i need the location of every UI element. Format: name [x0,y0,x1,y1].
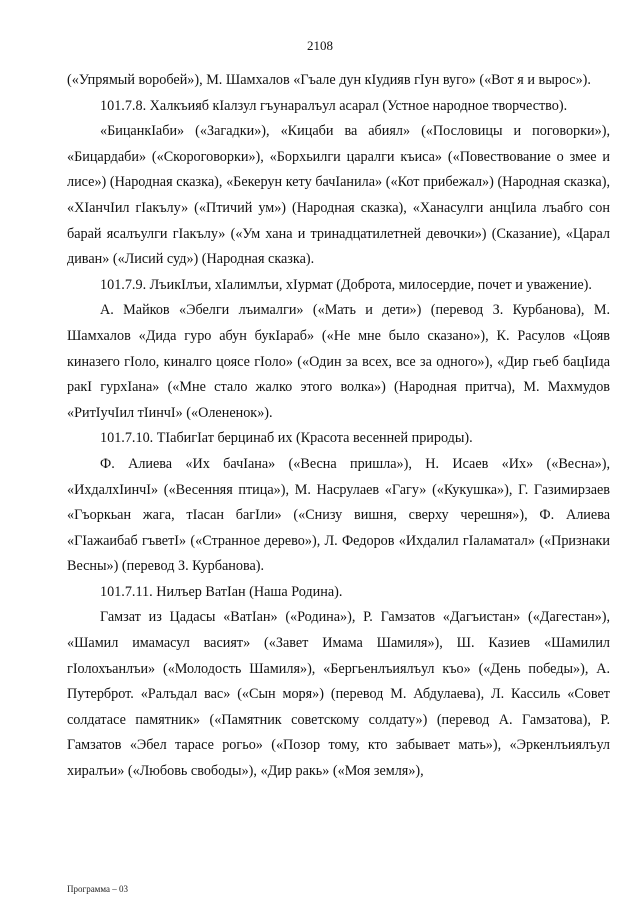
paragraph: Гамзат из Цадасы «ВатIан» («Родина»), Р. Гамзатов «Дагъистан» («Дагестан»), «Шамил имамасул васият» («Завет Имама Шамиля»), Ш. Казиев «Шамилил гIолохъанлъи» («Молодость Шамиля»), «Бергьенлъиялъул къо» («День победы»), А. Путерброт. «Ралъдал вас» («Сын моря») (перевод М. Абдулаева), Л. Кассиль «Совет солдатасе памятник» («Памятник советскому солдату») (перевод А. Гамзатова), Р. Гамзатов «Эбел тарасе рогьо» («Позор тому, кто забывает мать»), «Эркенлъиялъул хиралъи» («Любовь свободы»), «Дир ракь» («Моя земля»), [67,609,610,780]
document-body [67,68,610,785]
section-heading: 101.7.11. Нилъер ВатIан (Наша Родина). [100,583,343,600]
paragraph: («Упрямый воробей»), М. Шамхалов «Гъале дун кIудияв гIун вуго» («Вот я и вырос»). [67,72,591,88]
page-footer: Программа – 03 [67,884,129,894]
section-heading: 101.7.9. ЛъикIлъи, хIалимлъи, хIурмат (Доброта, милосердие, почет и уважение). [100,276,592,293]
section-heading: 101.7.8. Халкъияб кIалзул гъунаралъул асарал (Устное народное творчество). [100,97,568,114]
paragraph: А. Майков «Эбелги лъималги» («Мать и дети») (перевод З. Курбанова), М. Шамхалов «Дида гуро абун букIараб» («Не мне было сказано»), К. Расулов «Цояв киназего гIоло, киналго цоясе гIоло» («Один за всех, все за одного»), «Дир гьеб бацIида ракI гурхIана» («Мне стало жалко этого волка») (Народная притча), М. Махмудов «РитIучIил тIинчI» («Олененок»). [67,302,610,421]
page-number: 2108 [307,38,333,53]
paragraph: Ф. Алиева «Их бачIана» («Весна пришла»), Н. Исаев «Их» («Весна»), «ИхдалхIинчI» («Весенняя птица»), М. Насрулаев «Гагу» («Кукушка»), Г. Газимирзаев «Гъоркьан жага, тIасан багIли» («Снизу вишня, сверху черешня»), Ф. Алиева «ГIажаибаб гъветI» («Странное дерево»), Л. Федоров «Ихдалил гIаламатал» («Признаки Весны») (перевод З. Курбанова). [67,455,610,575]
paragraph: «БицанкIаби» («Загадки»), «Кицаби ва абиял» («Пословицы и поговорки»), «Бицардаби» («Скороговорки»), «Борхьилги царалги къиса» («Повествование о змее и лисе») (Народная сказка), «Бекерун кету бачIанила» («Кот прибежал») (Народная сказка), «ХIанчIил гIакълу» («Птичий ум») (Народная сказка), «Ханасулги анцIила лъабго сон барай ясалъулги гIакълу» («Ум хана и тринадцатилетней девочки») (Сказание), «Царал диван» («Лисий суд») (Народная сказка). [67,123,610,268]
section-heading: 101.7.10. ТIабигIат берцинаб их (Красота весенней природы). [100,430,473,447]
